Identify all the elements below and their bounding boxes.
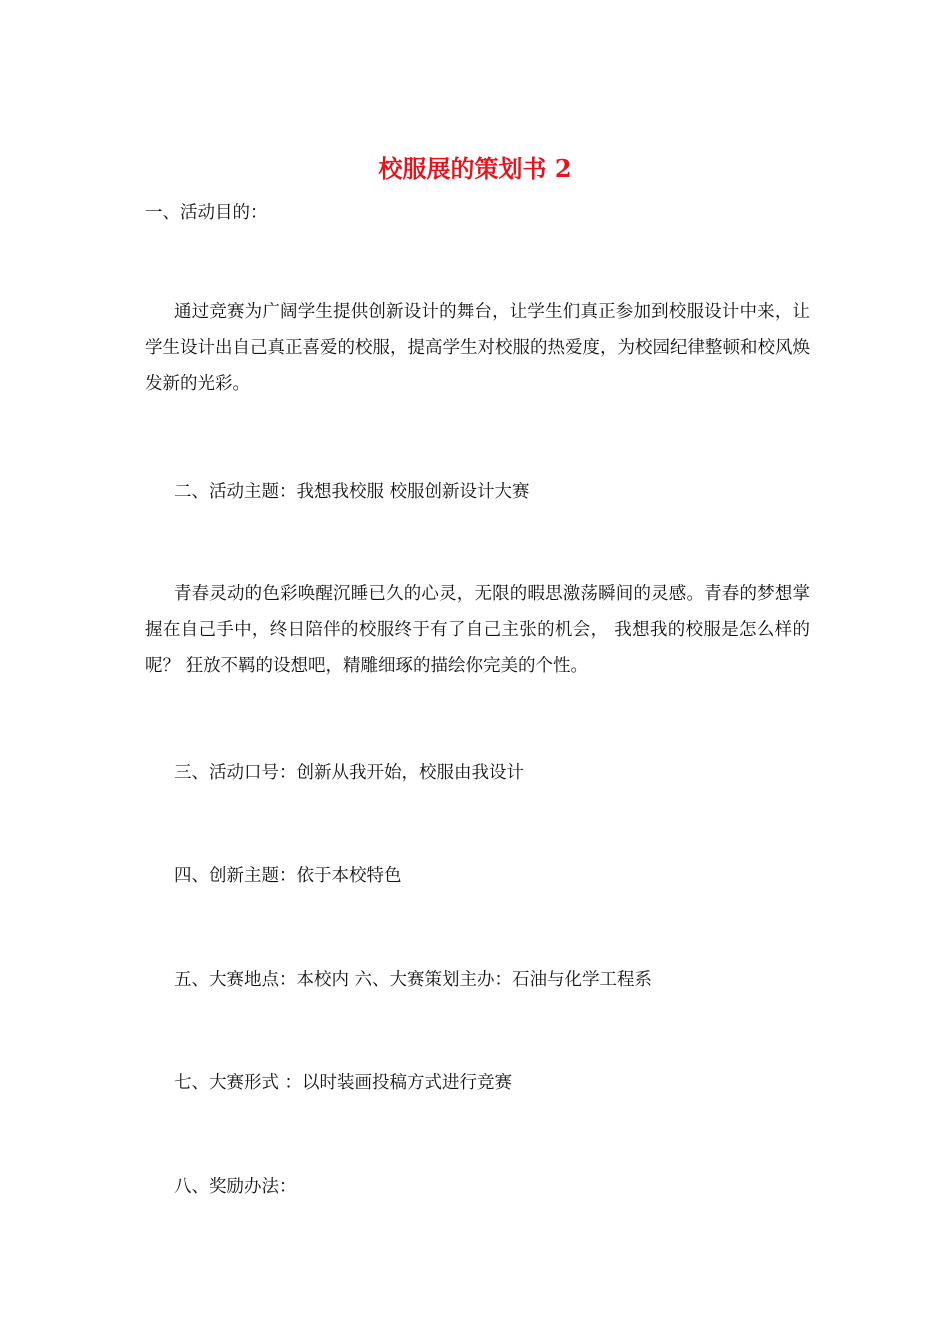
section-8-awards: 八、奖励办法：: [174, 1177, 297, 1197]
section-3-slogan: 三、活动口号：创新从我开始，校服由我设计: [174, 763, 524, 783]
section-1-heading: 一、活动目的：: [145, 203, 268, 223]
section-4-theme: 四、创新主题：依于本校特色: [174, 866, 402, 886]
document-title: 校服展的策划书 2: [378, 154, 572, 183]
section-1-paragraph: 通过竞赛为广阔学生提供创新设计的舞台，让学生们真正参加到校服设计中来，让学生设计出自己真正喜爱的校服，提高学生对校服的热爱度，为校园纪律整顿和校风焕发新的光彩。: [145, 302, 810, 394]
section-7-format: 七、大赛形式 ：以时装画投稿方式进行竞赛: [174, 1073, 513, 1093]
section-5-6-venue-organizer: 五、大赛地点：本校内 六、大赛策划主办：石油与化学工程系: [174, 970, 653, 990]
section-2-heading: 二、活动主题：我想我校服 校服创新设计大赛: [174, 482, 530, 502]
section-2-paragraph: 青春灵动的色彩唤醒沉睡已久的心灵，无限的暇思激荡瞬间的灵感。青春的梦想掌握在自己手中，终日陪伴的校服终于有了自己主张的机会， 我想我的校服是怎么样的呢？ 狂放不羁的设想吧，精雕细琢的描绘你完美的个性。: [145, 584, 810, 676]
